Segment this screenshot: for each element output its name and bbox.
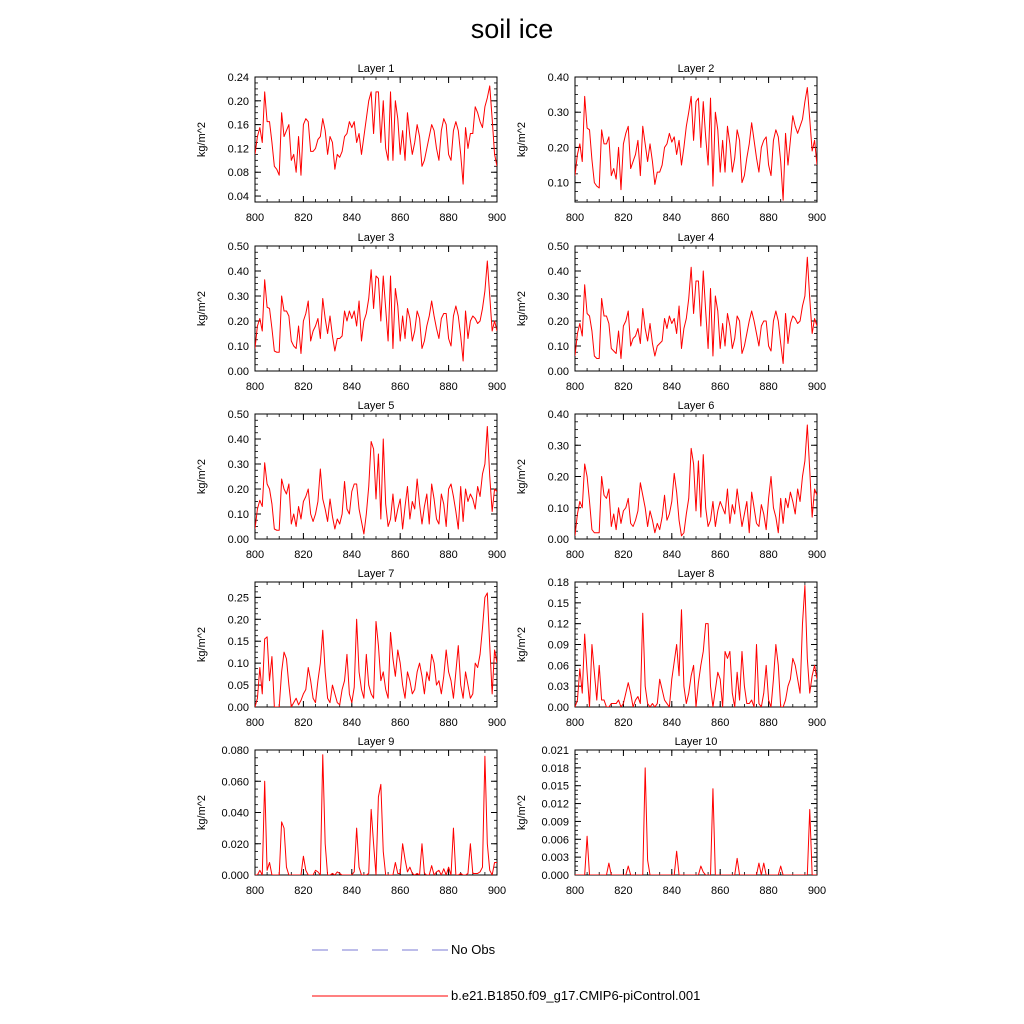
x-tick-label: 900 — [487, 381, 507, 393]
series-line — [255, 427, 497, 535]
y-axis-label: kg/m^2 — [516, 290, 528, 327]
panel-8 — [516, 568, 826, 729]
x-tick-label: 900 — [807, 212, 827, 224]
x-tick-label: 840 — [342, 717, 361, 729]
x-tick-label: 840 — [342, 212, 361, 224]
x-tick-label: 820 — [614, 549, 633, 561]
y-tick-label: 0.10 — [227, 509, 249, 521]
x-tick-label: 800 — [565, 717, 585, 729]
panel-title: Layer 4 — [677, 232, 715, 244]
y-tick-label: 0.04 — [227, 191, 249, 204]
panel-3 — [196, 232, 506, 393]
x-tick-label: 900 — [487, 717, 507, 729]
x-tick-label: 860 — [391, 549, 410, 561]
panel-2 — [516, 63, 826, 224]
x-tick-label: 820 — [614, 381, 633, 393]
panel-6 — [516, 400, 826, 561]
x-tick-label: 820 — [614, 717, 633, 729]
x-tick-label: 840 — [342, 549, 361, 561]
y-tick-label: 0.20 — [227, 95, 249, 108]
y-tick-label: 0.50 — [227, 241, 249, 253]
x-tick-label: 800 — [245, 381, 265, 393]
y-tick-label: 0.18 — [547, 577, 569, 589]
x-tick-label: 840 — [662, 717, 681, 729]
x-tick-label: 900 — [487, 549, 507, 561]
x-tick-label: 860 — [711, 549, 730, 561]
x-tick-label: 840 — [662, 381, 681, 393]
y-tick-label: 0.020 — [221, 838, 249, 851]
panel-title: Layer 5 — [357, 400, 395, 412]
y-axis-label: kg/m^2 — [516, 794, 528, 831]
y-axis-label: kg/m^2 — [196, 290, 208, 327]
y-tick-label: 0.10 — [547, 502, 569, 515]
y-tick-label: 0.40 — [227, 266, 249, 278]
y-tick-label: 0.24 — [227, 72, 249, 84]
x-tick-label: 800 — [245, 549, 265, 561]
y-tick-label: 0.00 — [227, 534, 249, 546]
x-tick-label: 880 — [439, 381, 458, 393]
x-tick-label: 840 — [342, 381, 361, 393]
series-line — [255, 593, 497, 707]
y-tick-label: 0.25 — [227, 592, 249, 605]
y-tick-label: 0.10 — [227, 658, 249, 671]
y-tick-label: 0.20 — [227, 614, 249, 627]
y-tick-label: 0.08 — [227, 167, 249, 180]
legend-obs-label: No Obs — [451, 942, 496, 957]
x-tick-label: 860 — [391, 717, 410, 729]
x-tick-label: 800 — [565, 212, 585, 224]
x-tick-label: 880 — [439, 717, 458, 729]
x-tick-label: 880 — [439, 885, 458, 897]
x-tick-label: 800 — [565, 885, 585, 897]
series-line — [575, 88, 817, 201]
panel-title: Layer 6 — [677, 400, 715, 412]
y-tick-label: 0.021 — [541, 745, 569, 757]
x-tick-label: 880 — [439, 212, 458, 224]
y-tick-label: 0.16 — [227, 119, 249, 132]
x-tick-label: 900 — [487, 885, 507, 897]
series-line — [575, 768, 817, 875]
x-tick-label: 800 — [245, 885, 265, 897]
y-tick-label: 0.003 — [541, 852, 569, 865]
y-tick-label: 0.30 — [547, 440, 569, 453]
plot-frame — [575, 77, 817, 202]
series-line — [575, 585, 817, 707]
panel-title: Layer 2 — [677, 63, 715, 75]
y-tick-label: 0.15 — [547, 597, 569, 610]
y-tick-label: 0.040 — [221, 807, 249, 820]
x-tick-label: 820 — [294, 885, 313, 897]
y-tick-label: 0.12 — [227, 143, 249, 156]
x-tick-label: 860 — [711, 717, 730, 729]
y-tick-label: 0.30 — [547, 107, 569, 120]
x-tick-label: 900 — [487, 212, 507, 224]
x-tick-label: 820 — [614, 212, 633, 224]
x-tick-label: 860 — [391, 381, 410, 393]
panel-title: Layer 9 — [357, 736, 395, 748]
y-tick-label: 0.50 — [227, 409, 249, 421]
y-axis-label: kg/m^2 — [516, 458, 528, 495]
x-tick-label: 900 — [807, 717, 827, 729]
y-axis-label: kg/m^2 — [196, 121, 208, 158]
y-tick-label: 0.40 — [227, 434, 249, 446]
panel-title: Layer 10 — [674, 736, 718, 748]
series-line — [255, 86, 497, 184]
y-tick-label: 0.09 — [547, 639, 569, 652]
series-line — [255, 261, 497, 361]
y-tick-label: 0.00 — [227, 366, 249, 378]
y-tick-label: 0.40 — [547, 72, 569, 84]
panel-5 — [196, 400, 506, 561]
panel-4 — [516, 232, 826, 393]
plot-frame — [255, 246, 497, 371]
panel-10 — [516, 736, 826, 897]
y-tick-label: 0.15 — [227, 636, 249, 649]
panel-title: Layer 7 — [357, 568, 395, 580]
y-axis-label: kg/m^2 — [196, 794, 208, 831]
x-tick-label: 880 — [439, 549, 458, 561]
x-tick-label: 880 — [759, 717, 778, 729]
x-tick-label: 880 — [759, 381, 778, 393]
y-tick-label: 0.50 — [547, 241, 569, 253]
plot-frame — [255, 750, 497, 875]
y-tick-label: 0.40 — [547, 266, 569, 278]
y-tick-label: 0.06 — [547, 660, 569, 673]
y-tick-label: 0.20 — [547, 471, 569, 484]
x-tick-label: 900 — [807, 381, 827, 393]
x-tick-label: 840 — [342, 885, 361, 897]
y-tick-label: 0.20 — [547, 316, 569, 328]
y-tick-label: 0.000 — [221, 870, 249, 882]
y-tick-label: 0.015 — [541, 780, 569, 793]
figure-title: soil ice — [470, 14, 554, 44]
x-tick-label: 820 — [614, 885, 633, 897]
x-tick-label: 800 — [245, 212, 265, 224]
y-axis-label: kg/m^2 — [196, 626, 208, 663]
y-tick-label: 0.080 — [221, 745, 249, 757]
y-axis-label: kg/m^2 — [196, 458, 208, 495]
series-line — [255, 755, 497, 875]
y-tick-label: 0.10 — [547, 177, 569, 190]
y-tick-label: 0.12 — [547, 618, 569, 631]
y-tick-label: 0.20 — [547, 142, 569, 155]
y-tick-label: 0.30 — [227, 291, 249, 303]
x-tick-label: 800 — [565, 381, 585, 393]
y-tick-label: 0.10 — [227, 341, 249, 353]
plot-frame — [575, 246, 817, 371]
y-axis-label: kg/m^2 — [516, 121, 528, 158]
panel-1 — [196, 63, 506, 224]
legend-model-label: b.e21.B1850.f09_g17.CMIP6-piControl.001 — [451, 988, 701, 1003]
panel-title: Layer 8 — [677, 568, 715, 580]
plot-frame — [255, 582, 497, 707]
plot-frame — [575, 750, 817, 875]
x-tick-label: 860 — [391, 885, 410, 897]
y-tick-label: 0.20 — [227, 316, 249, 328]
x-tick-label: 840 — [662, 212, 681, 224]
x-tick-label: 800 — [245, 717, 265, 729]
y-tick-label: 0.03 — [547, 681, 569, 694]
y-tick-label: 0.018 — [541, 762, 569, 775]
x-tick-label: 900 — [807, 885, 827, 897]
x-tick-label: 860 — [711, 885, 730, 897]
y-tick-label: 0.006 — [541, 834, 569, 847]
panel-title: Layer 3 — [357, 232, 395, 244]
x-tick-label: 880 — [759, 549, 778, 561]
y-tick-label: 0.00 — [547, 366, 569, 378]
y-tick-label: 0.012 — [541, 798, 569, 811]
x-tick-label: 880 — [759, 885, 778, 897]
y-tick-label: 0.009 — [541, 816, 569, 829]
y-tick-label: 0.40 — [547, 409, 569, 421]
y-tick-label: 0.00 — [547, 534, 569, 546]
x-tick-label: 860 — [711, 212, 730, 224]
y-tick-label: 0.05 — [227, 680, 249, 693]
y-tick-label: 0.30 — [547, 291, 569, 303]
x-tick-label: 880 — [759, 212, 778, 224]
x-tick-label: 840 — [662, 549, 681, 561]
series-line — [575, 257, 817, 363]
y-tick-label: 0.00 — [227, 702, 249, 714]
x-tick-label: 860 — [711, 381, 730, 393]
panel-7 — [196, 568, 506, 729]
y-axis-label: kg/m^2 — [516, 626, 528, 663]
x-tick-label: 860 — [391, 212, 410, 224]
panel-title: Layer 1 — [357, 63, 395, 75]
x-tick-label: 800 — [565, 549, 585, 561]
y-tick-label: 0.060 — [221, 776, 249, 789]
series-line — [575, 425, 817, 536]
y-tick-label: 0.000 — [541, 870, 569, 882]
y-tick-label: 0.20 — [227, 484, 249, 496]
x-tick-label: 820 — [294, 549, 313, 561]
x-tick-label: 900 — [807, 549, 827, 561]
x-tick-label: 840 — [662, 885, 681, 897]
y-tick-label: 0.10 — [547, 341, 569, 353]
panel-9 — [196, 736, 506, 897]
x-tick-label: 820 — [294, 381, 313, 393]
plot-frame — [575, 582, 817, 707]
x-tick-label: 820 — [294, 717, 313, 729]
y-tick-label: 0.30 — [227, 459, 249, 471]
x-tick-label: 820 — [294, 212, 313, 224]
y-tick-label: 0.00 — [547, 702, 569, 714]
